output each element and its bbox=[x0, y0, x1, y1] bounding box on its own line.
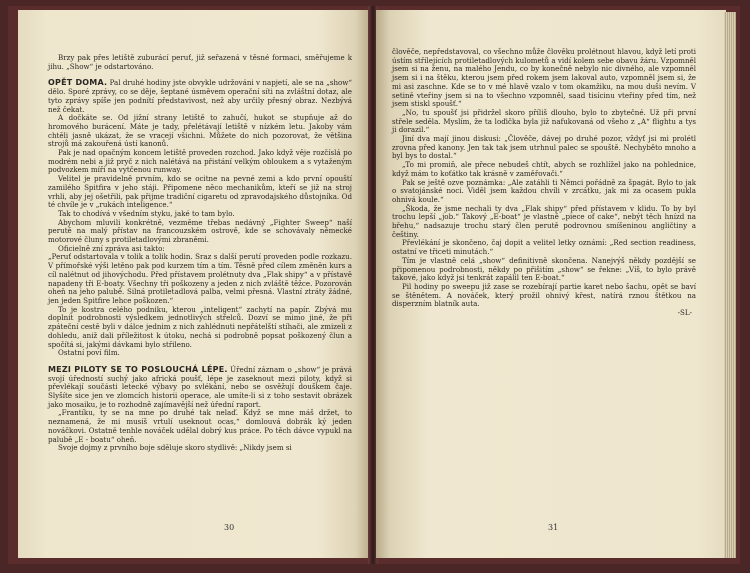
paragraph: Abychom mluvili konkrétně, vezměme třebas nedávný „Fighter Sweep“ naší perutě na malý přístav na francouzském ostrově, kde se schovávaly německé motorové čluny s protiletadlovými zbraněmi. bbox=[48, 217, 352, 245]
paragraph: „Frantíku, ty se na mne po druhé tak nelaď. Když se mne máš držet, to neznamená, že mi musíš vrtulí useknout ocas,“ domlouvá dobrák ký jeden nováčkovi. Ostatně tenhle nováček udělal dobrý kus práce. Po těch dávce vypukl na palubě „E - boatu“ oheň. bbox=[48, 408, 352, 444]
page-number: 30 bbox=[224, 523, 235, 532]
paragraph-text: Pal druhé hodiny jste obvykle udržováni v napjetí, ale se na „show“ dělo. Sporé zprávy, co se děje, šeptané úsměvem operační síti na zvláštní dotaz, ale tyto zprávy spíše jen podnítí představivost, než aby určily přesný obraz. Nezbývá než čekat. bbox=[48, 78, 353, 114]
paragraph: „No, tu spoušť jsi přidržel skoro příliš dlouho, bylo to zbytečné. Už při první střele seděla. Myslím, že ta loďička byla již nafukovaná od všeho z „A“ flightu a tys ji dorazil.“ bbox=[392, 107, 696, 135]
paragraph: Převlékání je skončeno, čaj dopit a velitel letky oznámí: „Red section readiness, ostatní ve třiceti minutách.“ bbox=[392, 238, 696, 257]
paragraph: „Škoda, že jsme nechali ty dva „Flak shipy“ před přístavem v klidu. To by byl trochu lepší „job.“ Takový „E-boat“ je vlastně „piece of cake“, nebýt těch hnízd na břehu,“ nadsazuje trochu starý člen perutě podrovnou smíšeninou angličtiny a češtiny. bbox=[392, 203, 696, 239]
paragraph: Pil hodiny po sweepu již zase se rozebírají partie karet nebo šachu, opět se baví se štěnětem. A nováček, který prožil ohnivý křest, natírá rznou štětkou na disperzním blatník auta. bbox=[392, 281, 696, 309]
paragraph: Brzy pak přes letiště zuburácí peruť, již seřazená v těsné formaci, směřujeme k jihu. „Show“ je odstartováno. bbox=[48, 53, 352, 71]
paragraph: Pak se ještě ozve poznámka: „Ale zatáhli ti Němci pořádně za špagát. Bylo to jak o svatojánské noci. Viděl jsem každou chvíli v zrcátku, jak mi za ocasem pukla ohnivá koule.“ bbox=[392, 177, 696, 204]
book-spread bbox=[8, 6, 740, 564]
paragraph: „Peruť odstartovala v tolik a tolik hodin. Sraz s další perutí proveden podle rozkazu. V přímořské výši letěno pak pod kurzem tím a tím. Těsně před cílem změněn kurs a cíl nalétnut od jihovýchodu. Před přístavem prolétnuty dva „Flak shipy“ a v přístavě napadeny tři E-boaty. Všechny tři poškozeny a jeden z nich zvláště těžce. Pozorován oheň na jeho palubě. Silná protiletadlová palba, velmi přesná. Vlastní ztráty žádné, jen jeden Spitfire lehce poškozen.“ bbox=[48, 252, 352, 305]
signature: -SL- bbox=[677, 308, 692, 318]
paragraph: Oficielně zní zpráva asi takto: bbox=[58, 243, 165, 253]
paragraph: Velitel je pravidelně prvním, kdo se ocitne na pevné zemi a kdo první opouští zamilého Spitfira v jeho stáji. Připomene něco mechanikům, kteří se již na stroj vrhli, aby jej ošetřili, pak přijme tradiční cigaretu od zpravodajského důstojníka. Od té chvíle je v „rukách inteligence.“ bbox=[48, 174, 352, 210]
paragraph-with-heading bbox=[48, 366, 352, 410]
paragraph-with-heading bbox=[48, 79, 352, 114]
page-number: 31 bbox=[548, 523, 559, 532]
page-edges bbox=[724, 12, 736, 558]
paragraph: Pak je nad opačným koncem letiště proveden rozchod. Jako když věje rozčíslá po modrém nebi a již pryč z nich nalétává na přistání velkým obloukem a s vytaženým podvozkem míří na vytčenou runway. bbox=[48, 148, 352, 175]
paragraph-text: Úřední záznam o „show“ je prává svojí úředností suchý jako africká poušť, lépe je zaseknout mezi piloty, když si převlékají součásti letecké výbavy po svlékání, nebo se osvěžují douškem čaje. Slyšíte sice jen ve zlomcích historii operace, ale umíte-li si z toho sestavit obrázek jako mosaiku, je to rozhodně zajímavější než úřední raport. bbox=[48, 364, 353, 409]
paragraph: To je kostra celého podniku, kterou „inteligent“ zachytí na papír. Zbývá mu doplnit podrobnosti výsledkem jednotlivých střelců. Dozví se mimo jiné, že při zpáteční cestě byli v dálce jednim z nich zahlédnuti nepřátelští stíhači, ale zmizeli z dohledu, aniž dali příležitost k útoku, nechá si podrobně popsat poškozený člun a spočítá si, jakými dávkami bylo střileno. bbox=[48, 304, 352, 349]
paragraph: Tím je vlastně celá „show“ definitivně skončena. Nanejvýš někdy pozdější se připomenou podrobnosti, někdy po přišitím „show“ se řekne: „Víš, to bylo právě takové, jako když jsi tenkrát zapálil ten E-boat.“ bbox=[392, 255, 696, 283]
paragraph: A dočkáte se. Od jižní strany letiště to zahučí, hukot se stupňuje až do hromového burácení. Máte je tady, přelétávají letiště v nízkém letu. Jakoby vám chtěli jasně ukázat, že se vracejí všichni. Můžete do nich pozorovat, že většina strojů má zakouřená ústí kanonů. bbox=[48, 113, 352, 149]
left-page bbox=[18, 10, 370, 558]
paragraph: Ostatní poví film. bbox=[58, 348, 120, 358]
paragraph: Svoje dojmy z prvního boje sděluje skoro stydlivě: „Nikdy jsem si bbox=[58, 443, 292, 453]
paragraph: Tak to chodívá v všedním styku, jaké to tam bylo. bbox=[58, 208, 235, 218]
section-heading: MEZI PILOTY SE TO POSLOUCHÁ LÉPE. bbox=[48, 364, 228, 374]
section-heading: OPĚT DOMA. bbox=[48, 78, 108, 88]
paragraph: „To mi promiň, ale přece nebudeš chtít, abych se rozhlížel jako na pohlednice, když mám to koťátko tak krásně v zaměřovači.“ bbox=[392, 160, 696, 178]
paragraph: člověče, nepředstavoval, co všechno může člověku prolétnout hlavou, když letí proti ústím střílejících protiletadlových kulometů a vidí kolem sebe obavu žáru. Vzpomněl jsem si na ženu, na malého Jendu, co by konečně nebylo nic divného, ale vzpomněl jsem si i na štěku, kterou jsem před rokem jsem lakoval auto, vzpomněl jsem si, že mi asi zaschne. Kde se to v mé hlavě vzalo v tom okamžiku, na mou duši nevím. V setině vteřiny jsem si na to všechno vzpomněl, saad tisícinu vteřiny před tím, než jsem stiskl spoušť.“ bbox=[392, 47, 696, 109]
right-page bbox=[376, 10, 726, 558]
paragraph: Jiní dva mají jinou diskusi: „Člověče, dávej po druhé pozor, vždyť jsi mi prolétl zrovna před kanony. Jen tak tak jsem utrhnul palec se spouště. Nechyběto mnoho a byl bys to dostal.“ bbox=[392, 134, 696, 161]
